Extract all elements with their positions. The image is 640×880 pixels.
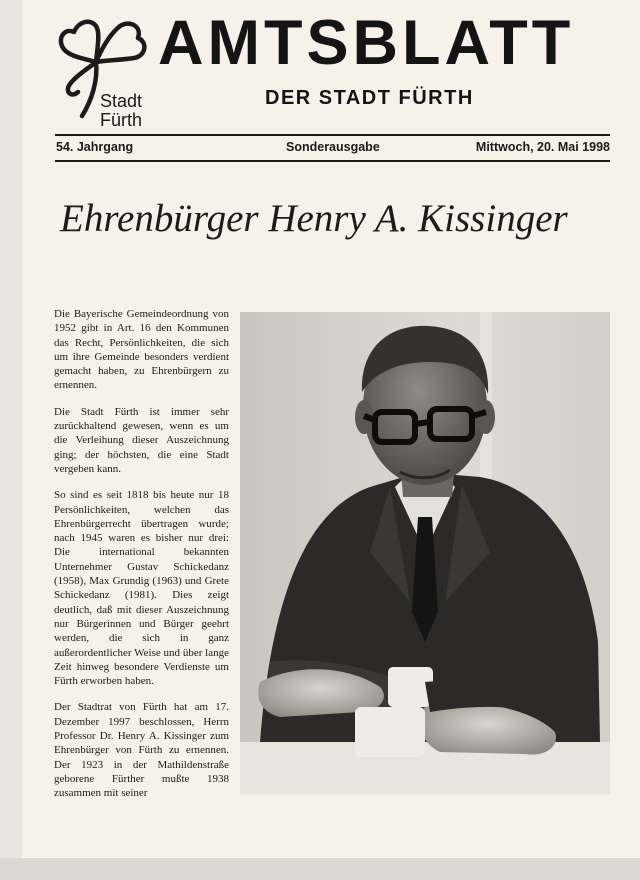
bottom-rule: [55, 160, 610, 162]
article-paragraph: Die Bayerische Gemeindeordnung von 1952 gibt in Art. 16 den Kommunen das Recht, Persönlichkeiten, die sich um ihre Gemeinde besonders verdient gemacht haben, zu Ehrenbürgern zu ernennen.: [54, 308, 229, 392]
portrait-illustration: [240, 312, 610, 794]
city-logo: [52, 12, 152, 130]
volume-label: 54. Jahrgang: [56, 140, 134, 154]
portrait-photo: [240, 312, 610, 794]
masthead-title: AMTSBLATT: [158, 8, 575, 78]
logo-line-fuerth: Fürth: [100, 110, 143, 130]
article-paragraph: So sind es seit 1818 bis heute nur 18 Persönlichkeiten, welchen das Ehrenbürgerrecht übertragen wurde; nach 1945 waren es bisher nur drei: Die international bekannten Unternehmer Gustav Schickedanz (1958), Max Grundig (1963) und Grete Schickedanz (1981). Dies zeigt deutlich, daß mit dieser Auszeichnung nur Bürgerinnen und Bürger geehrt werden, die sich in ganz außerordentlicher Weise und über lange Zeit hinweg besondere Verdienste um Fürth erworben haben.: [54, 489, 229, 688]
article-paragraph: Der Stadtrat von Fürth hat am 17. Dezember 1997 beschlossen, Herrn Professor Dr. Henry A. Kissinger zum Ehrenbürger von Fürth zu ernennen. Der 1923 in der Mathildenstraße geborene Fürther mußte 1938 zusammen mit seiner: [54, 701, 229, 800]
article-body: [54, 307, 229, 813]
logo-line-stadt: Stadt: [100, 91, 143, 111]
logo-city-name: [100, 92, 142, 130]
issue-info-bar: [55, 140, 610, 158]
date-label: Mittwoch, 20. Mai 1998: [475, 140, 610, 154]
masthead-subtitle: DER STADT FÜRTH: [265, 87, 474, 109]
edition-label: Sonderausgabe: [286, 140, 380, 154]
headline: Ehrenbürger Henry A. Kissinger: [60, 197, 568, 240]
scan-margin: [0, 858, 640, 880]
top-rule: [55, 134, 610, 136]
article-paragraph: Die Stadt Fürth ist immer sehr zurückhaltend gewesen, wenn es um die Verleihung dieser Auszeichnung ging; der höchsten, die eine Stadt vergeben kann.: [54, 405, 229, 475]
